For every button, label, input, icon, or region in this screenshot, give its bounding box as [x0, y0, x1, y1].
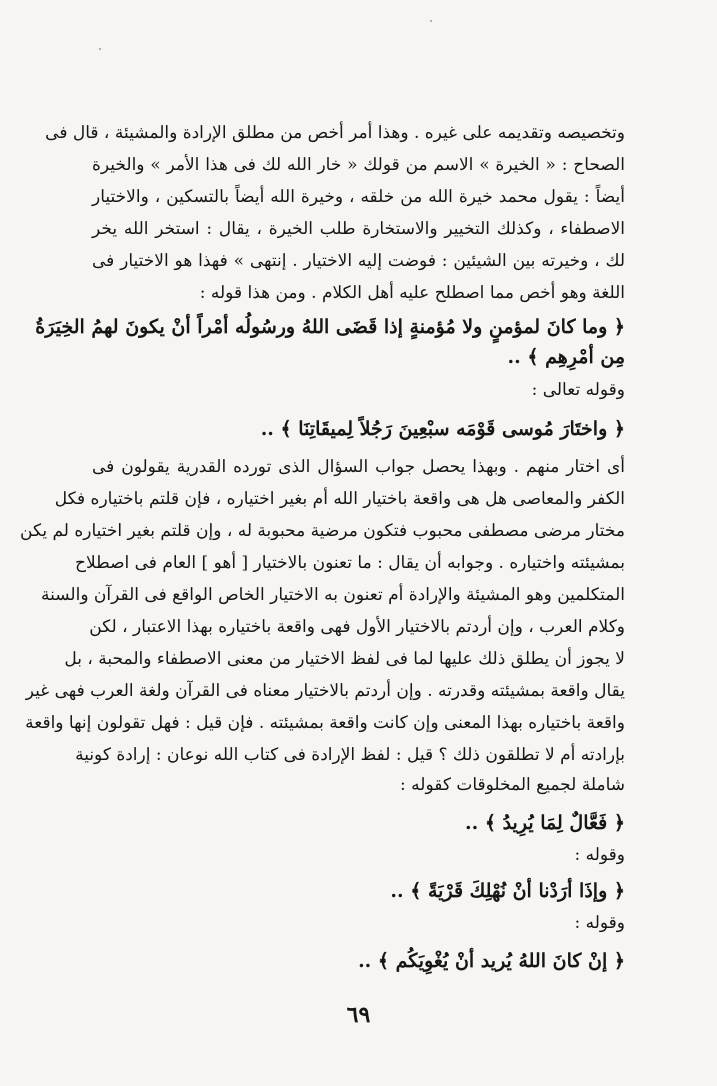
text-line: المتكلمين وهو المشيئة والإرادة أم تعنون به الاختيار الخاص الواقع فى القرآن والسنة	[41, 585, 625, 605]
text-line: وقوله تعالى :	[531, 380, 625, 400]
text-line: يقال واقعة بمشيئته وقدرته . وإن أردتم بالاختيار معناه فى القرآن ولغة العرب فهى غير	[25, 681, 625, 701]
text-line: بإرادته أم لا تطلقون ذلك ؟ قيل : لفظ الإرادة فى كتاب الله نوعان : إرادة كونية	[75, 745, 625, 765]
quran-verse: ﴿ وما كانَ لمؤمنٍ ولا مُؤمنةٍ إذا قَضَى اللهُ ورسُولُه أمْراً أنْ يكونَ لهمُ الخِيَرَةُ	[35, 316, 625, 338]
text-line: لا يجوز أن يطلق ذلك عليها لما فى لفظ الاختيار من معنى الاصطفاء والمحبة ، بل	[64, 649, 625, 669]
text-line: أى اختار منهم . وبهذا يحصل جواب السؤال الذى تورده القدرية يقولون فى	[92, 457, 625, 477]
text-line: اللغة وهو أخص مما اصطلح عليه أهل الكلام . ومن هذا قوله :	[199, 283, 625, 303]
text-line: وتخصيصه وتقديمه على غيره . وهذا أمر أخص من مطلق الإرادة والمشيئة ، قال فى	[45, 123, 625, 143]
text-line: الصحاح : « الخيرة » الاسم من قولك « خار الله لك فى هذا الأمر » والخيرة	[92, 155, 625, 175]
text-line: شاملة لجميع المخلوقات كقوله :	[400, 775, 625, 795]
text-line: وقوله :	[574, 913, 625, 933]
text-line: واقعة باختياره بهذا المعنى وإن كانت واقعة بمشيئته . فإن قيل : فهل تقولون إنها واقعة	[25, 713, 625, 733]
quran-verse: ﴿ فَعَّالٌ لِمَا يُرِيدُ ﴾ ..	[464, 812, 625, 834]
quran-verse: ﴿ وإذَا أرَدْنا أنْ نُهْلِكَ قَرْيَةً ﴾ ..	[390, 880, 625, 902]
text-line: وقوله :	[574, 845, 625, 865]
paper-speck	[99, 48, 101, 50]
text-line: بمشيئته واختياره . وجوابه أن يقال : ما تعنون بالاختيار [ أهو ] العام فى اصطلاح	[75, 553, 625, 573]
text-line: أيضاً : يقول محمد خيرة الله من خلقه ، وخيرة الله أيضاً بالتسكين ، والاختيار	[92, 187, 625, 207]
text-line: وكلام العرب ، وإن أردتم بالاختيار الأول فهى واقعة باختياره بهذا الاعتبار ، لكن	[89, 617, 625, 637]
text-line: الاصطفاء ، وكذلك التخيير والاستخارة طلب الخيرة ، يقال : استخر الله يخر	[92, 219, 625, 239]
quran-verse: ﴿ إنْ كانَ اللهُ يُريد أنْ يُغْوِيَكُم ﴾ ..	[358, 950, 625, 972]
paper-speck	[430, 20, 432, 22]
text-line: مختار مرضى مصطفى محبوب فتكون مرضية محبوبة له ، وإن قلتم بغير اختياره لم يكن	[20, 521, 625, 541]
text-line: الكفر والمعاصى هل هى واقعة باختيار الله أم بغير اختياره ، فإن قلتم باختياره فكل	[54, 489, 625, 509]
quran-verse: ﴿ واختَارَ مُوسى قَوْمَه سبْعِينَ رَجُلاً لِميقَاتِنَا ﴾ ..	[260, 418, 625, 440]
page-number: ٦٩	[346, 1002, 371, 1028]
text-line: لك ، وخيرته بين الشيئين : فوضت إليه الاختيار . إنتهى » فهذا هو الاختيار فى	[92, 251, 625, 271]
quran-verse: مِن أمْرِهِم ﴾ ..	[507, 346, 625, 368]
